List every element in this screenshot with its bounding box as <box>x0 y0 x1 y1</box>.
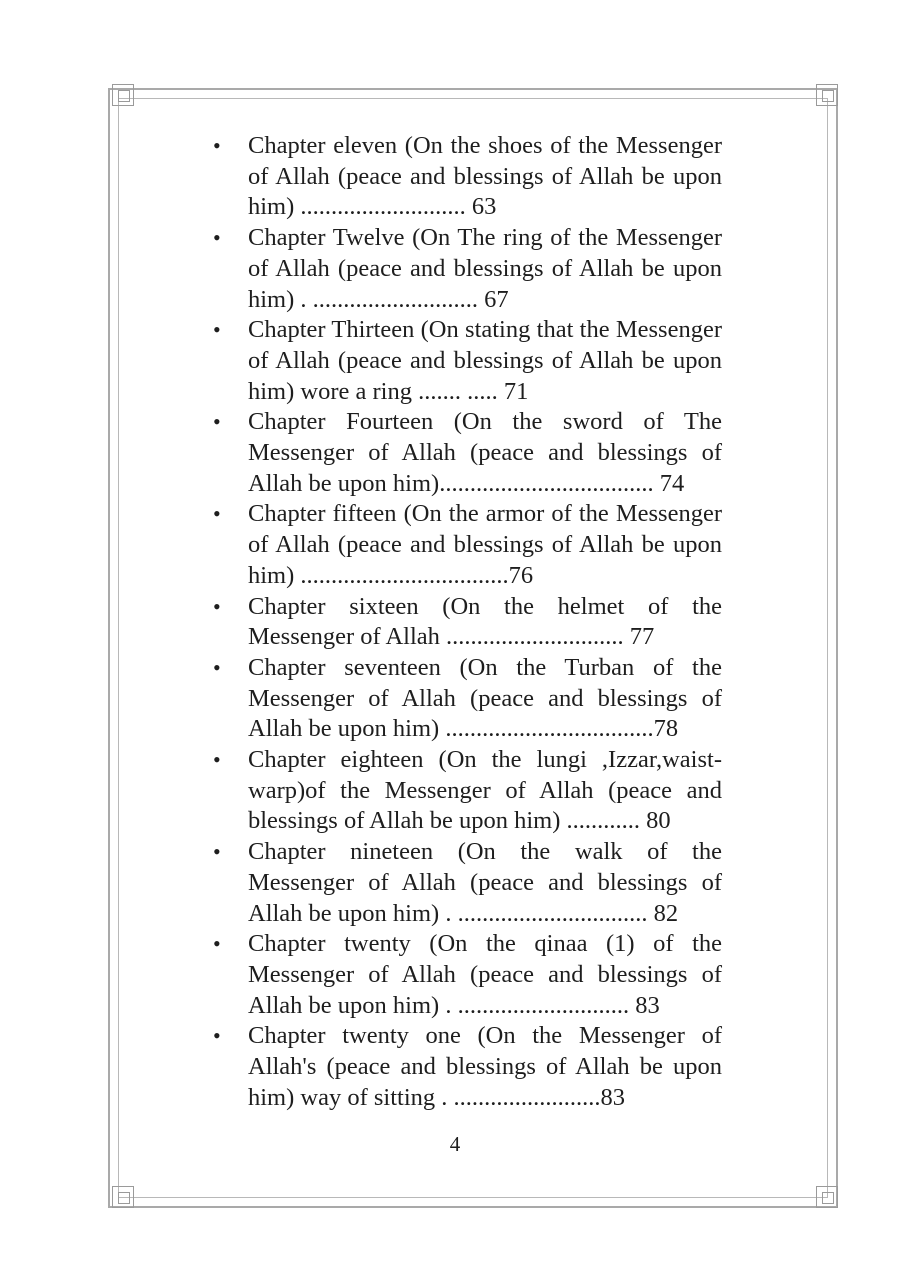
corner-ornament-bottom-right <box>816 1186 838 1208</box>
page-number: 4 <box>449 1132 461 1156</box>
toc-entry <box>210 1021 722 1113</box>
toc-entry <box>210 131 722 223</box>
toc-entry-text: Chapter fifteen (On the armor of the Messenger of Allah (peace and blessings of Allah be upon him) ..................................76 <box>248 500 722 589</box>
bullet-icon: • <box>213 409 221 435</box>
toc-entry-text: Chapter eighteen (On the lungi ,Izzar,waist-warp)of the Messenger of Allah (peace and blessings of Allah be upon him) ............ 80 <box>248 746 722 835</box>
toc-entry-text: Chapter twenty (On the qinaa (1) of the Messenger of Allah (peace and blessings of Allah be upon him) . ............................ 83 <box>248 930 722 1019</box>
toc-entry <box>210 745 722 837</box>
toc-entry <box>210 223 722 315</box>
toc-entry-text: Chapter Fourteen (On the sword of The Messenger of Allah (peace and blessings of Allah be upon him)................................... 74 <box>248 408 722 497</box>
toc-entry-text: Chapter Twelve (On The ring of the Messenger of Allah (peace and blessings of Allah be upon him) . ........................... 67 <box>248 224 722 313</box>
toc-entry <box>210 653 722 745</box>
corner-ornament-bottom-left <box>112 1186 134 1208</box>
toc-entry-text: Chapter twenty one (On the Messenger of Allah's (peace and blessings of Allah be upon him) way of sitting . ........................83 <box>248 1022 722 1111</box>
toc-entry <box>210 499 722 591</box>
bullet-icon: • <box>213 654 221 680</box>
bullet-icon: • <box>213 931 221 957</box>
toc-entry-text: Chapter nineteen (On the walk of the Messenger of Allah (peace and blessings of Allah be upon him) . ............................... 82 <box>248 838 722 927</box>
toc-entry-text: Chapter sixteen (On the helmet of the Messenger of Allah ............................. 77 <box>248 592 722 651</box>
bullet-icon: • <box>213 593 221 619</box>
toc-entry-text: Chapter seventeen (On the Turban of the Messenger of Allah (peace and blessings of Allah be upon him) ..................................78 <box>248 653 722 743</box>
bullet-icon: • <box>213 317 221 343</box>
toc-entry <box>210 407 722 499</box>
toc-entry <box>210 315 722 407</box>
corner-ornament-top-right <box>816 84 838 106</box>
corner-ornament-top-left <box>112 84 134 106</box>
toc-entry <box>210 929 722 1021</box>
toc-entry <box>210 837 722 929</box>
bullet-icon: • <box>213 839 221 865</box>
bullet-icon: • <box>213 225 221 251</box>
bullet-icon: • <box>213 133 221 158</box>
toc-entry <box>210 592 722 653</box>
toc-entry-text: Chapter Thirteen (On stating that the Messenger of Allah (peace and blessings of Allah be upon him) wore a ring ....... ..... 71 <box>248 316 722 405</box>
table-of-contents <box>210 131 722 1114</box>
bullet-icon: • <box>213 1023 221 1049</box>
bullet-icon: • <box>213 501 221 527</box>
toc-entry-text: Chapter eleven (On the shoes of the Messenger of Allah (peace and blessings of Allah be upon him) ........................... 63 <box>248 132 722 221</box>
bullet-icon: • <box>213 747 221 773</box>
